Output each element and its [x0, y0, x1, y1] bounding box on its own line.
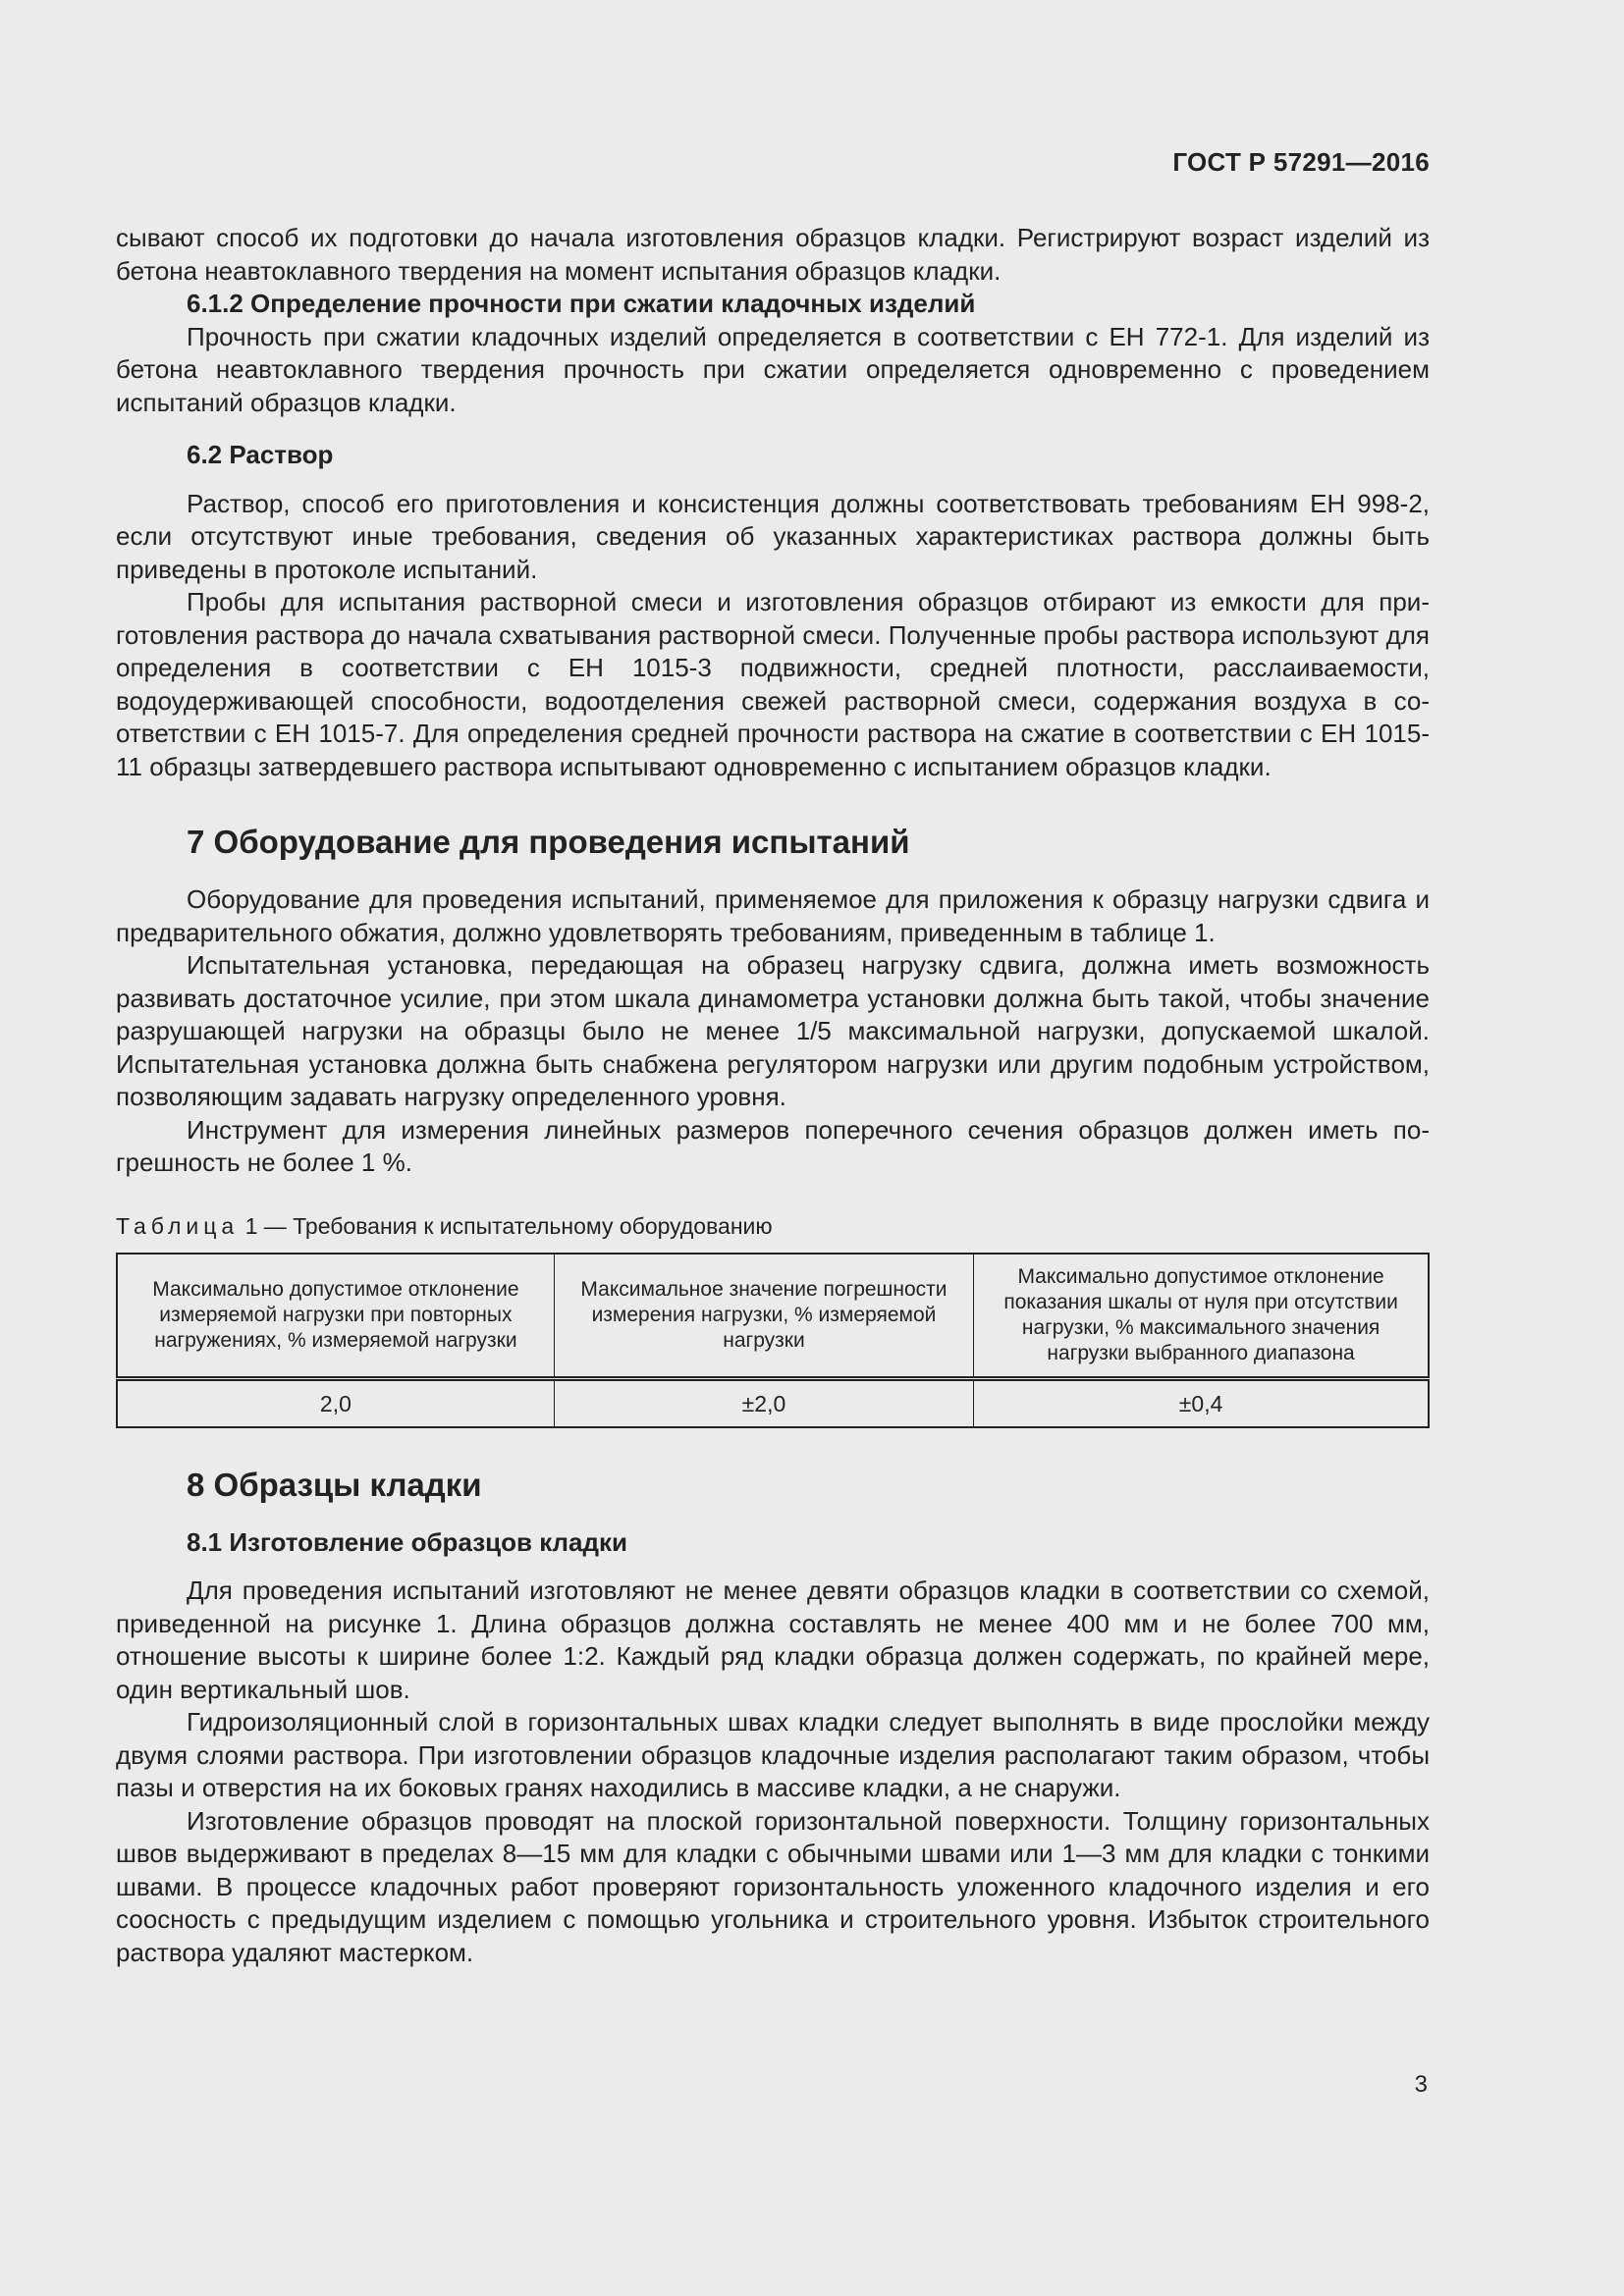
paragraph-intro: сывают способ их подготовки до начала изготовления образцов кладки. Регистрируют возраст изделий из бетона неавтоклавного твердения на момент испытания образцов кладки. — [116, 223, 1430, 286]
table-caption — [116, 1211, 1430, 1241]
standard-header: ГОСТ Р 57291—2016 — [1172, 147, 1430, 177]
table-caption-title: 1 — Требования к испытательному оборудованию — [239, 1212, 773, 1239]
paragraph-8-1-2: Гидроизоляционный слой в горизонтальных швах кладки следует выполнять в виде прослойки между двумя слоями раствора. При изготовлении образцов кладочные изделия располагают таким образом, чтобы пазы и отверстия на их боковых гранях находились в массиве кладки, а не снаружи. — [116, 1707, 1430, 1802]
table-cell: 2,0 — [117, 1378, 554, 1427]
table-header-cell: Максимально допустимое отклонение измеряемой нагрузки при повторных нагружениях, % измеряемой нагрузки — [117, 1254, 554, 1379]
paragraph-7-1: Оборудование для проведения испытаний, применяемое для приложения к образцу нагрузки сдвига и предварительного обжатия, должно удовлетворять требованиям, приведенным в таблице 1. — [116, 884, 1430, 947]
table-cell: ±2,0 — [554, 1378, 973, 1427]
table-header-cell: Максимальное значение погрешности измерения нагрузки, % измеряемой нагрузки — [554, 1254, 973, 1379]
table-header-row — [117, 1254, 1429, 1379]
table-header-cell: Максимально допустимое отклонение показания шкалы от нуля при отсутствии нагрузки, % максимального значения нагрузки выбранного диапазона — [974, 1254, 1429, 1379]
paragraph-8-1-1: Для проведения испытаний изготовляют не менее девяти образцов кладки в соответствии со схемой, приведенной на рисунке 1. Длина образцов должна составлять не менее 400 мм и не более 700 мм, отношение высоты к ширине более 1:2. Каждый ряд кладки образца должен содержать, по крайней мере, один вертикальный шов. — [116, 1575, 1430, 1704]
paragraph-6-2-2: Пробы для испытания растворной смеси и изготовления образцов отбирают из емкости для приготовления раствора до начала схватывания растворной смеси. Полученные пробы раствора используют для определения в соответствии с ЕН 1015-3 подвижности, средней плотности, расслаиваемости, водоудерживающей способности, водоотделения свежей растворной смеси, содержания воздуха в соответствии с ЕН 1015-7. Для определения средней прочности раствора на сжатие в соответствии с ЕН 1015-11 образцы затвердевшего раствора испытывают одновременно с испытанием образцов кладки. — [116, 587, 1430, 781]
paragraph-7-3: Инструмент для измерения линейных размеров поперечного сечения образцов должен иметь погрешность не более 1 %. — [116, 1114, 1430, 1177]
heading-section-8: 8 Образцы кладки — [187, 1466, 482, 1503]
page-content — [116, 222, 1430, 1969]
heading-6-1-2: 6.1.2 Определение прочности при сжатии кладочных изделий — [187, 289, 976, 318]
heading-6-2: 6.2 Раствор — [187, 440, 334, 469]
table-caption-word: Таблица — [116, 1212, 240, 1239]
heading-8-1: 8.1 Изготовление образцов кладки — [187, 1526, 628, 1557]
heading-section-7: 7 Оборудование для проведения испытаний — [187, 824, 910, 860]
paragraph-6-1-2: Прочность при сжатии кладочных изделий определяется в соответствии с ЕН 772-1. Для изделий из бетона неавтоклавного твердения прочность при сжатии определяется одновременно с проведением испытаний образцов кладки. — [116, 321, 1430, 417]
paragraph-6-2-1: Раствор, способ его приготовления и консистенция должны соответствовать требованиям ЕН 998-2, если отсутствуют иные требования, сведения об указанных характеристиках раствора должны быть приведены в протоколе испытаний. — [116, 488, 1430, 584]
table-cell: ±0,4 — [974, 1378, 1429, 1427]
table-row — [117, 1378, 1429, 1427]
page-number: 3 — [1414, 2071, 1428, 2098]
paragraph-8-1-3: Изготовление образцов проводят на плоской горизонтальной поверхности. Толщину горизонтальных швов выдерживают в пределах 8—15 мм для кладки с обычными швами или 1—3 мм для кладки с тонкими швами. В процессе кладочных работ проверяют горизонтальность уложенного кладочного изделия и его соосность с предыдущим изделием с помощью угольника и строительного уровня. Избыток строительного раствора удаляют мастерком. — [116, 1805, 1430, 1967]
requirements-table — [116, 1253, 1430, 1428]
paragraph-7-2: Испытательная установка, передающая на образец нагрузку сдвига, должна иметь возможность развивать достаточное усилие, при этом шкала динамометра установки должна быть такой, чтобы значение разрушающей нагрузки на образцы было не менее 1/5 максимальной нагрузки, допускаемой шкалой. Испытательная установка должна быть снабжена регулятором нагрузки или другим подобным устройством, позволяющим задавать нагрузку определенного уровня. — [116, 950, 1430, 1111]
